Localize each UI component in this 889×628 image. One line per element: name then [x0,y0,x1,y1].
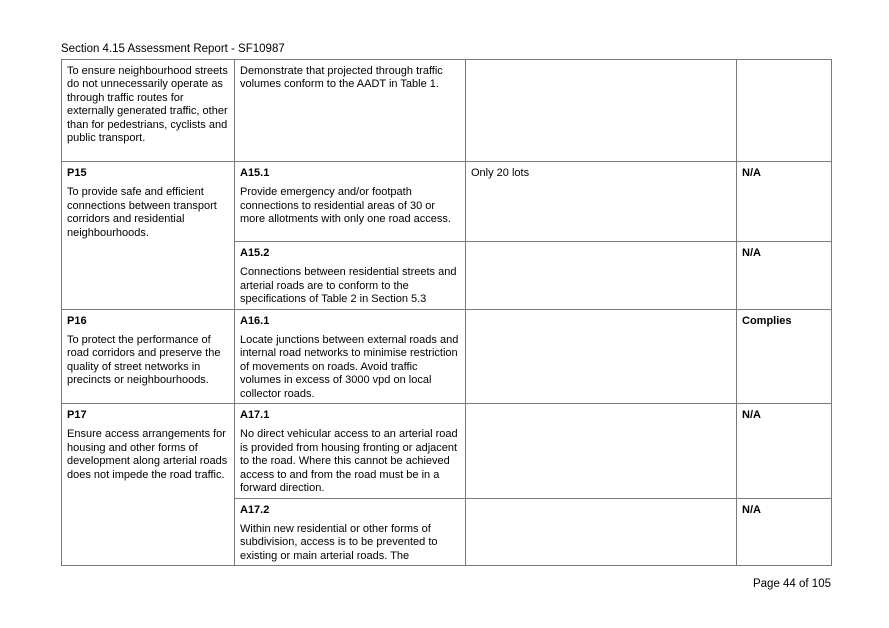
status-cell [737,60,832,162]
objective-text: To provide safe and efficient connections between transport corridors and residential neighbourhoods. [67,186,217,239]
status-text: N/A [742,409,761,422]
status-text: N/A [742,247,761,259]
objective-cell [62,309,235,403]
performance-code: P15 [67,167,87,179]
comment-cell [466,242,737,310]
solution-text: Provide emergency and/or footpath connections to residential areas of 30 or more allotments with only one road access. [240,186,451,226]
comment-cell [466,404,737,498]
table-row [62,60,832,162]
comment-text: Only 20 lots [471,167,530,179]
solution-cell [235,404,466,498]
objective-cell [62,162,235,310]
solution-code: A15.2 [240,247,270,259]
status-text: Complies [742,314,792,327]
status-cell [737,162,832,242]
table-row [62,309,832,403]
table-row [62,404,832,498]
solution-text: No direct vehicular access to an arterial road is provided from housing fronting or adjacent to the road. Where this cannot be achieved access to and from the road must be in a forward direction. [240,428,458,495]
solution-code: A17.1 [240,409,270,422]
objective-text: Ensure access arrangements for housing and other forms of development along arterial roads does not impede the road traffic. [67,428,228,481]
status-cell [737,498,832,566]
assessment-table [61,59,832,566]
performance-code: P17 [67,409,87,422]
objective-cell [62,60,235,162]
solution-cell [235,498,466,566]
solution-code: A15.1 [240,167,270,179]
page-header: Section 4.15 Assessment Report - SF10987 [61,43,285,55]
solution-cell [235,60,466,162]
objective-text: To protect the performance of road corridors and preserve the quality of street networks in precincts or neighbourhoods. [67,334,221,387]
solution-cell [235,162,466,242]
table-row [62,162,832,242]
page-number: Page 44 of 105 [752,578,831,590]
performance-code: P16 [67,314,87,327]
solution-cell [235,309,466,403]
objective-cell [62,404,235,566]
solution-text: Locate junctions between external roads and internal road networks to minimise restriction of movements on roads. Avoid traffic volumes in excess of 3000 vpd on local collector roads. [240,334,459,400]
status-cell [737,242,832,310]
solution-text: Demonstrate that projected through traffic volumes conform to the AADT in Table 1. [240,65,443,91]
comment-cell [466,162,737,242]
status-text: N/A [742,167,761,179]
comment-cell [466,309,737,403]
comment-cell [466,498,737,566]
objective-text: To ensure neighbourhood streets do not unnecessarily operate as through traffic routes for externally generated traffic, other than for pedestrians, cyclists and public transport. [67,65,228,145]
status-cell [737,309,832,403]
solution-code: A17.2 [240,503,270,516]
solution-cell [235,242,466,310]
solution-code: A16.1 [240,314,270,327]
status-text: N/A [742,503,761,516]
comment-cell [466,60,737,162]
solution-text: Connections between residential streets and arterial roads are to conform to the specifications of Table 2 in Section 5.3 [240,266,457,306]
status-cell [737,404,832,498]
solution-text: Within new residential or other forms of subdivision, access is to be prevented to existing or main arterial roads. The [240,522,438,562]
